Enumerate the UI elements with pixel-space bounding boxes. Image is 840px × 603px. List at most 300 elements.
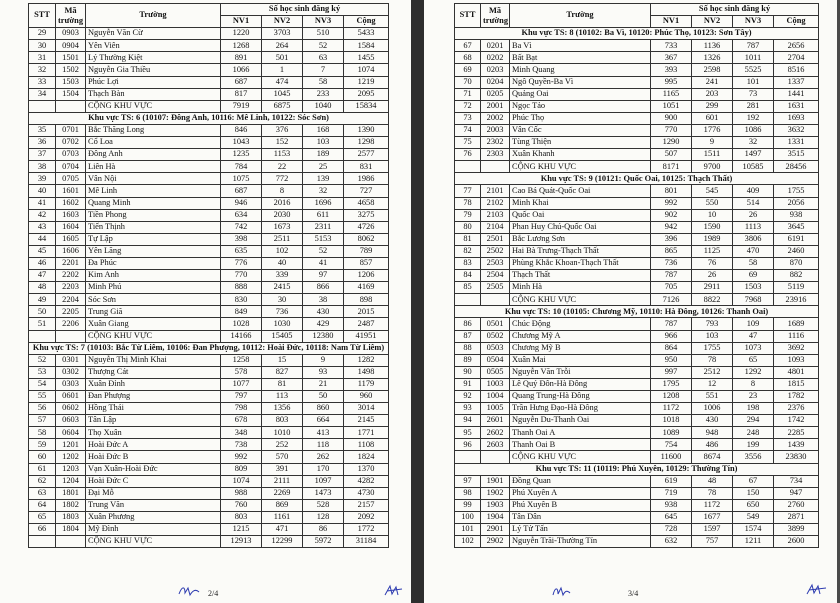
cell-cong: 2871 — [774, 511, 819, 523]
cell-nv3: 1497 — [733, 149, 774, 161]
cell-ma-truong: 0504 — [481, 354, 510, 366]
cell-nv3: 1473 — [303, 487, 344, 499]
cell-stt: 87 — [455, 330, 481, 342]
header-nv2: NV2 — [692, 16, 733, 28]
cell-nv3: 2311 — [303, 221, 344, 233]
cell-ma-truong: 1602 — [56, 197, 86, 209]
document-page-left — [0, 0, 411, 603]
cell-truong: Quang Minh — [86, 197, 221, 209]
cell-truong: Bắc Thăng Long — [86, 124, 221, 136]
cell-stt: 98 — [455, 487, 481, 499]
table-row — [455, 100, 819, 112]
cell-nv3: 26 — [733, 209, 774, 221]
cell-truong: Liên Hà — [86, 161, 221, 173]
cell-nv1: 809 — [221, 463, 262, 475]
table-row — [29, 391, 389, 403]
table-row — [29, 64, 389, 76]
cell-nv2: 40 — [262, 257, 303, 269]
region-header-row — [29, 112, 389, 124]
table-row — [29, 209, 389, 221]
cell-nv3: 118 — [303, 439, 344, 451]
cell-nv2: 869 — [262, 499, 303, 511]
region-title: Khu vực TS: 10 (10105: Chương Mỹ, 10110: Hà Đông, 10126: Thanh Oai) — [455, 306, 819, 318]
cell-nv2: 103 — [692, 330, 733, 342]
cell-truong: Nguyễn Văn Cừ — [86, 28, 221, 40]
cell-ma-truong: 2101 — [481, 185, 510, 197]
cell-truong: Bất Bạt — [510, 52, 651, 64]
cell-nv1: 1066 — [221, 64, 262, 76]
cell-nv1: 784 — [221, 161, 262, 173]
cell-nv2: 430 — [692, 415, 733, 427]
table-row — [29, 161, 389, 173]
header-nv3: NV3 — [303, 16, 344, 28]
region-total-row — [29, 330, 389, 342]
cell-nv2: 30 — [262, 294, 303, 306]
cell-cong: 1584 — [344, 40, 389, 52]
cell-nv3: 73 — [733, 88, 774, 100]
cell-truong: Quang Trung-Hà Đông — [510, 391, 651, 403]
cell-stt: 101 — [455, 524, 481, 536]
cell-cong: 1782 — [774, 391, 819, 403]
cell-ma-truong: 0903 — [56, 28, 86, 40]
table-row — [455, 366, 819, 378]
cell-stt: 102 — [455, 536, 481, 548]
table-row — [455, 403, 819, 415]
cell-stt: 49 — [29, 294, 56, 306]
cell-stt: 32 — [29, 64, 56, 76]
cell-nv1: 1795 — [651, 378, 692, 390]
cell-nv3: 3806 — [733, 233, 774, 245]
cell-ma-truong: 1201 — [56, 439, 86, 451]
table-row — [29, 149, 389, 161]
cell-nv3: 5525 — [733, 64, 774, 76]
cell-nv1: 776 — [221, 257, 262, 269]
cell-nv2: 1677 — [692, 511, 733, 523]
cell-nv1: 738 — [221, 439, 262, 451]
cell-stt: 39 — [29, 173, 56, 185]
cell-nv3: 248 — [733, 427, 774, 439]
cell-nv2: 570 — [262, 451, 303, 463]
cell-truong: Mê Linh — [86, 185, 221, 197]
cell-cong: 947 — [774, 487, 819, 499]
cell-nv2: 1511 — [692, 149, 733, 161]
cell-truong: Phúc Thọ — [510, 112, 651, 124]
table-row — [29, 124, 389, 136]
cell-cong: 1441 — [774, 88, 819, 100]
cell-nv2: 948 — [692, 427, 733, 439]
cell-truong: Lý Thường Kiệt — [86, 52, 221, 64]
cell-ma-truong: 1901 — [481, 475, 510, 487]
cell-stt: 67 — [455, 40, 481, 52]
cell-nv2: 1161 — [262, 511, 303, 523]
cell-nv2: 1153 — [262, 149, 303, 161]
table-row — [455, 245, 819, 257]
cell-stt: 34 — [29, 88, 56, 100]
cell-nv2: 299 — [692, 100, 733, 112]
cell-nv2: 9 — [692, 137, 733, 149]
table-row — [29, 403, 389, 415]
cell-ma-truong: 1601 — [56, 185, 86, 197]
table-row — [29, 451, 389, 463]
cell-nv2: 152 — [262, 137, 303, 149]
header-nv2: NV2 — [262, 16, 303, 28]
total-nv3: 12380 — [303, 330, 344, 342]
cell-nv2: 1989 — [692, 233, 733, 245]
cell-nv3: 41 — [303, 257, 344, 269]
table-row — [455, 221, 819, 233]
cell-nv2: 2415 — [262, 282, 303, 294]
cell-truong: Vạn Xuân-Hoài Đức — [86, 463, 221, 475]
cell-nv2: 15 — [262, 354, 303, 366]
table-row — [29, 427, 389, 439]
total-label: CỘNG KHU VỰC — [510, 161, 651, 173]
cell-truong: Xuân Giang — [86, 318, 221, 330]
cell-truong: Thanh Oai B — [510, 439, 651, 451]
cell-ma-truong: 2504 — [481, 270, 510, 282]
cell-ma-truong: 0201 — [481, 40, 510, 52]
cell-cong: 1631 — [774, 100, 819, 112]
cell-truong: Chương Mỹ B — [510, 342, 651, 354]
cell-cong: 1439 — [774, 439, 819, 451]
cell-cong: 1219 — [344, 76, 389, 88]
total-cong: 15834 — [344, 100, 389, 112]
cell-nv3: 109 — [733, 318, 774, 330]
cell-cong: 870 — [774, 257, 819, 269]
cell-nv1: 1290 — [651, 137, 692, 149]
cell-nv3: 430 — [303, 306, 344, 318]
cell-nv3: 103 — [303, 137, 344, 149]
header-group: Số học sinh đăng ký — [651, 4, 819, 16]
empty-cell — [455, 161, 481, 173]
cell-ma-truong: 2002 — [481, 112, 510, 124]
cell-truong: Đại Mỗ — [86, 487, 221, 499]
cell-cong: 1337 — [774, 76, 819, 88]
cell-nv2: 803 — [262, 415, 303, 427]
cell-nv1: 634 — [221, 209, 262, 221]
table-row — [29, 88, 389, 100]
cell-stt: 56 — [29, 403, 56, 415]
cell-nv2: 1673 — [262, 221, 303, 233]
cell-nv1: 787 — [651, 270, 692, 282]
cell-truong: Thanh Oai A — [510, 427, 651, 439]
cell-ma-truong: 0702 — [56, 137, 86, 149]
cell-cong: 2056 — [774, 197, 819, 209]
cell-stt: 62 — [29, 475, 56, 487]
cell-nv3: 50 — [303, 391, 344, 403]
total-nv2: 8822 — [692, 294, 733, 306]
cell-ma-truong: 2206 — [56, 318, 86, 330]
region-header-row — [455, 28, 819, 40]
cell-stt: 93 — [455, 403, 481, 415]
cell-truong: Chúc Động — [510, 318, 651, 330]
region-title: Khu vực TS: 8 (10102: Ba Vì, 10120: Phúc Thọ, 10123: Sơn Tây) — [455, 28, 819, 40]
cell-stt: 58 — [29, 427, 56, 439]
region-total-row — [455, 451, 819, 463]
region-total-row — [455, 161, 819, 173]
cell-nv1: 997 — [651, 366, 692, 378]
total-label: CỘNG KHU VỰC — [86, 536, 221, 548]
cell-nv3: 47 — [733, 330, 774, 342]
cell-ma-truong: 0205 — [481, 88, 510, 100]
cell-nv1: 1208 — [651, 391, 692, 403]
document-page-right — [424, 0, 837, 603]
cell-nv1: 801 — [651, 185, 692, 197]
cell-ma-truong: 1202 — [56, 451, 86, 463]
cell-cong: 3014 — [344, 403, 389, 415]
cell-ma-truong: 0501 — [481, 318, 510, 330]
table-row — [29, 487, 389, 499]
cell-stt: 65 — [29, 511, 56, 523]
region-total-row — [455, 294, 819, 306]
cell-stt: 42 — [29, 209, 56, 221]
cell-cong: 4726 — [344, 221, 389, 233]
cell-stt: 74 — [455, 124, 481, 136]
header-stt: STT — [29, 4, 56, 28]
table-row — [455, 282, 819, 294]
cell-cong: 857 — [344, 257, 389, 269]
cell-nv3: 52 — [303, 40, 344, 52]
cell-stt: 71 — [455, 88, 481, 100]
cell-stt: 29 — [29, 28, 56, 40]
cell-truong: Đồng Quan — [510, 475, 651, 487]
cell-cong: 1370 — [344, 463, 389, 475]
table-row — [455, 354, 819, 366]
cell-ma-truong: 0303 — [56, 378, 86, 390]
cell-nv2: 1590 — [692, 221, 733, 233]
header-ma-truong: Mã trường — [56, 4, 86, 28]
cell-truong: Thọ Xuân — [86, 427, 221, 439]
table-row — [29, 40, 389, 52]
cell-cong: 1772 — [344, 524, 389, 536]
table-row — [29, 76, 389, 88]
cell-ma-truong: 2601 — [481, 415, 510, 427]
cell-ma-truong: 1804 — [56, 524, 86, 536]
cell-nv2: 1356 — [262, 403, 303, 415]
cell-ma-truong: 1802 — [56, 499, 86, 511]
cell-nv2: 241 — [692, 76, 733, 88]
cell-cong: 2015 — [344, 306, 389, 318]
cell-ma-truong: 2902 — [481, 536, 510, 548]
cell-nv1: 995 — [651, 76, 692, 88]
empty-cell — [56, 100, 86, 112]
cell-cong: 2145 — [344, 415, 389, 427]
table-row — [29, 282, 389, 294]
cell-truong: Tân Dân — [510, 511, 651, 523]
cell-nv1: 719 — [651, 487, 692, 499]
table-row — [455, 487, 819, 499]
cell-nv2: 113 — [262, 391, 303, 403]
cell-nv3: 8 — [733, 378, 774, 390]
cell-stt: 72 — [455, 100, 481, 112]
cell-nv2: 81 — [262, 378, 303, 390]
cell-nv2: 1010 — [262, 427, 303, 439]
cell-nv2: 736 — [262, 306, 303, 318]
cell-stt: 55 — [29, 391, 56, 403]
cell-truong: Yên Viên — [86, 40, 221, 52]
table-row — [455, 257, 819, 269]
cell-nv1: 891 — [221, 52, 262, 64]
table-row — [455, 270, 819, 282]
cell-cong: 4658 — [344, 197, 389, 209]
cell-nv3: 510 — [303, 28, 344, 40]
table-row — [455, 415, 819, 427]
cell-nv1: 817 — [221, 88, 262, 100]
cell-ma-truong: 2204 — [56, 294, 86, 306]
empty-cell — [481, 451, 510, 463]
cell-nv3: 21 — [303, 378, 344, 390]
cell-nv3: 198 — [733, 403, 774, 415]
cell-nv1: 393 — [651, 64, 692, 76]
table-row — [29, 378, 389, 390]
cell-ma-truong: 0602 — [56, 403, 86, 415]
cell-ma-truong: 1503 — [56, 76, 86, 88]
cell-nv2: 2269 — [262, 487, 303, 499]
cell-ma-truong: 0904 — [56, 40, 86, 52]
cell-stt: 78 — [455, 197, 481, 209]
cell-nv3: 1211 — [733, 536, 774, 548]
cell-nv1: 902 — [651, 209, 692, 221]
cell-stt: 64 — [29, 499, 56, 511]
cell-nv3: 470 — [733, 245, 774, 257]
cell-nv3: 38 — [303, 294, 344, 306]
table-row — [29, 137, 389, 149]
cell-truong: Đông Anh — [86, 149, 221, 161]
cell-cong: 3645 — [774, 221, 819, 233]
region-title: Khu vực TS: 6 (10107: Đông Anh, 10116: Mê Linh, 10122: Sóc Sơn) — [29, 112, 389, 124]
cell-ma-truong: 1902 — [481, 487, 510, 499]
header-nv1: NV1 — [221, 16, 262, 28]
cell-nv1: 348 — [221, 427, 262, 439]
signature-mark — [382, 583, 406, 599]
table-row — [455, 378, 819, 390]
table-row — [455, 427, 819, 439]
cell-stt: 44 — [29, 233, 56, 245]
cell-nv2: 203 — [692, 88, 733, 100]
cell-nv1: 900 — [651, 112, 692, 124]
cell-truong: Trung Văn — [86, 499, 221, 511]
cell-ma-truong: 2503 — [481, 257, 510, 269]
header-cong: Cộng — [344, 16, 389, 28]
cell-ma-truong: 2202 — [56, 270, 86, 282]
cell-truong: Cao Bá Quát-Quốc Oai — [510, 185, 651, 197]
cell-ma-truong: 1903 — [481, 499, 510, 511]
cell-cong: 3692 — [774, 342, 819, 354]
cell-ma-truong: 2602 — [481, 427, 510, 439]
cell-stt: 88 — [455, 342, 481, 354]
cell-truong: Đa Phúc — [86, 257, 221, 269]
cell-cong: 2460 — [774, 245, 819, 257]
region-header-row — [455, 463, 819, 475]
cell-cong: 5119 — [774, 282, 819, 294]
cell-truong: Hai Bà Trưng-Thạch Thất — [510, 245, 651, 257]
cell-ma-truong: 1603 — [56, 209, 86, 221]
cell-truong: Xuân Đỉnh — [86, 378, 221, 390]
cell-nv1: 687 — [221, 185, 262, 197]
cell-truong: Xuân Mai — [510, 354, 651, 366]
cell-cong: 1093 — [774, 354, 819, 366]
cell-nv3: 429 — [303, 318, 344, 330]
table-body — [455, 28, 819, 548]
total-cong: 41951 — [344, 330, 389, 342]
cell-ma-truong: 1801 — [56, 487, 86, 499]
cell-nv2: 10 — [692, 209, 733, 221]
cell-nv3: 1696 — [303, 197, 344, 209]
cell-stt: 52 — [29, 354, 56, 366]
cell-stt: 57 — [29, 415, 56, 427]
total-nv1: 12913 — [221, 536, 262, 548]
total-cong: 28456 — [774, 161, 819, 173]
cell-truong: Nguyễn Gia Thiều — [86, 64, 221, 76]
cell-ma-truong: 0202 — [481, 52, 510, 64]
cell-nv1: 754 — [651, 439, 692, 451]
cell-stt: 63 — [29, 487, 56, 499]
cell-ma-truong: 0502 — [481, 330, 510, 342]
cell-truong: Mỹ Đình — [86, 524, 221, 536]
cell-nv3: 139 — [303, 173, 344, 185]
cell-nv1: 830 — [221, 294, 262, 306]
cell-stt: 75 — [455, 137, 481, 149]
cell-nv2: 1776 — [692, 124, 733, 136]
cell-stt: 81 — [455, 233, 481, 245]
cell-stt: 50 — [29, 306, 56, 318]
region-header-row — [455, 173, 819, 185]
cell-cong: 1298 — [344, 137, 389, 149]
cell-ma-truong: 0301 — [56, 354, 86, 366]
empty-cell — [29, 330, 56, 342]
header-nv1: NV1 — [651, 16, 692, 28]
cell-nv1: 864 — [651, 342, 692, 354]
total-label: CỘNG KHU VỰC — [510, 294, 651, 306]
cell-nv3: 65 — [733, 354, 774, 366]
total-nv1: 8171 — [651, 161, 692, 173]
cell-ma-truong: 2102 — [481, 197, 510, 209]
empty-cell — [29, 100, 56, 112]
cell-stt: 46 — [29, 257, 56, 269]
cell-cong: 1282 — [344, 354, 389, 366]
cell-truong: Trung Giã — [86, 306, 221, 318]
cell-nv3: 93 — [303, 366, 344, 378]
cell-truong: Quốc Oai — [510, 209, 651, 221]
cell-cong: 2376 — [774, 403, 819, 415]
cell-stt: 36 — [29, 137, 56, 149]
cell-stt: 70 — [455, 76, 481, 88]
cell-cong: 3632 — [774, 124, 819, 136]
cell-cong: 3515 — [774, 149, 819, 161]
cell-cong: 1771 — [344, 427, 389, 439]
cell-truong: Phú Xuyên B — [510, 499, 651, 511]
cell-nv2: 474 — [262, 76, 303, 88]
cell-truong: Ba Vì — [510, 40, 651, 52]
cell-nv2: 1125 — [692, 245, 733, 257]
cell-nv2: 1755 — [692, 342, 733, 354]
region-title: Khu vực TS: 9 (10121: Quốc Oai, 10125: Thạch Thất) — [455, 173, 819, 185]
cell-nv1: 619 — [651, 475, 692, 487]
cell-nv2: 252 — [262, 439, 303, 451]
total-nv2: 12299 — [262, 536, 303, 548]
cell-nv3: 199 — [733, 439, 774, 451]
cell-stt: 68 — [455, 52, 481, 64]
cell-cong: 1693 — [774, 112, 819, 124]
cell-nv3: 1073 — [733, 342, 774, 354]
cell-ma-truong: 0704 — [56, 161, 86, 173]
registration-table — [454, 3, 819, 548]
cell-cong: 1074 — [344, 64, 389, 76]
cell-nv3: 549 — [733, 511, 774, 523]
table-row — [29, 366, 389, 378]
cell-stt: 30 — [29, 40, 56, 52]
table-row — [29, 511, 389, 523]
cell-truong: Thạch Thất — [510, 270, 651, 282]
